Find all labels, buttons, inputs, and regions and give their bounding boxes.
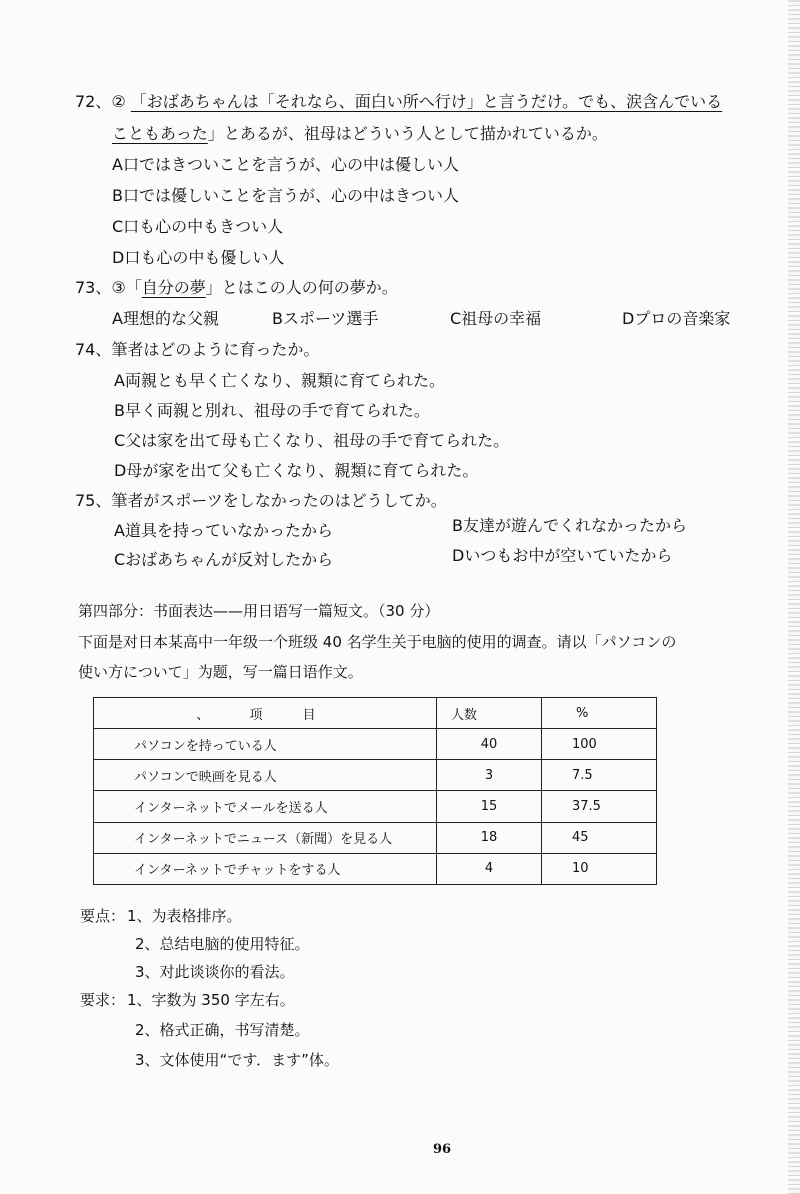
row-count: 3 (437, 760, 542, 791)
header-count: 人数 (437, 698, 542, 729)
q74-option-b: B早く両親と別れ、祖母の手で育てられた。 (114, 401, 430, 420)
q75-stem: 75、筆者がスポーツをしなかったのはどうしてか。 (75, 491, 447, 510)
q72-line2 (112, 124, 608, 144)
q73-rest: 」とはこの人の何の夢か。 (205, 278, 398, 297)
survey-table (93, 697, 657, 885)
q74-option-c: C父は家を出て母も亡くなり、祖母の手で育てられた。 (114, 431, 510, 450)
q73-prefix: 73、③「 (75, 278, 142, 297)
requirements-item-2: 2、格式正确，书写清楚。 (135, 1021, 310, 1039)
points-label: 要点： (80, 907, 126, 925)
row-item: インターネットでニュース（新聞）を見る人 (94, 822, 437, 853)
points-item-3: 3、对此谈谈你的看法。 (135, 963, 295, 981)
header-item: 、 项 目 (94, 698, 437, 729)
part4-description-line2: 使い方について」为题，写一篇日语作文。 (78, 663, 363, 681)
q72-option-d: D口も心の中も優しい人 (112, 248, 285, 267)
q73-option-b: Bスポーツ選手 (272, 309, 379, 328)
q73-option-c: C祖母の幸福 (450, 309, 542, 328)
table-row (94, 729, 657, 760)
requirements-item-1: 1、字数为 350 字左右。 (127, 991, 295, 1009)
row-percent: 10 (542, 853, 657, 884)
q75-option-b: B友達が遊んでくれなかったから (452, 516, 687, 535)
table-row (94, 791, 657, 822)
q72-option-c: C口も心の中もきつい人 (112, 217, 284, 236)
q72-line1 (75, 92, 722, 112)
points-item-2: 2、总结电脑的使用特征。 (135, 935, 310, 953)
part4-description-line1: 下面是对日本某高中一年级一个班级 40 名学生关于电脑的使用的调查。请以「パソコンの (78, 633, 677, 651)
q72-number: 72、② (75, 92, 131, 111)
q75-option-a: A道具を持っていなかったから (114, 521, 333, 540)
part4-title: 第四部分：书面表达——用日语写一篇短文。（30 分） (78, 602, 440, 620)
row-count: 15 (437, 791, 542, 822)
q73-option-a: A理想的な父親 (112, 309, 219, 328)
scan-edge-artifact (788, 0, 800, 1194)
q72-question-rest: 」とあるが、祖母はどういう人として描かれているか。 (207, 124, 608, 143)
table-header-row (94, 698, 657, 729)
row-count: 4 (437, 853, 542, 884)
q72-option-b: B口では優しいことを言うが、心の中はきつい人 (112, 186, 459, 205)
points-item-1: 1、为表格排序。 (127, 907, 242, 925)
q75-option-c: Cおばあちゃんが反対したから (114, 550, 334, 569)
table-row (94, 853, 657, 884)
row-count: 40 (437, 729, 542, 760)
requirements-item-3: 3、文体使用“です．ます”体。 (135, 1051, 339, 1069)
q72-quote-part2: こともあった (112, 124, 208, 143)
q73-stem (75, 278, 398, 298)
row-item: インターネットでメールを送る人 (94, 791, 437, 822)
row-percent: 100 (542, 729, 657, 760)
q72-option-a: A口ではきついことを言うが、心の中は優しい人 (112, 155, 459, 174)
row-item: パソコンを持っている人 (94, 729, 437, 760)
requirements-label: 要求： (80, 991, 126, 1009)
q75-option-d: Dいつもお中が空いていたから (452, 546, 673, 565)
page-number: 96 (433, 1142, 452, 1157)
table-row (94, 822, 657, 853)
q73-quote: 自分の夢 (141, 278, 206, 297)
row-item: インターネットでチャットをする人 (94, 853, 437, 884)
row-percent: 37.5 (542, 791, 657, 822)
row-count: 18 (437, 822, 542, 853)
row-percent: 45 (542, 822, 657, 853)
row-item: パソコンで映画を見る人 (94, 760, 437, 791)
q74-stem: 74、筆者はどのように育ったか。 (75, 340, 320, 359)
q72-quote-part1: 「おばあちゃんは「それなら、面白い所へ行け」と言うだけ。でも、涙含んでいる (130, 92, 723, 111)
q74-option-a: A両親とも早く亡くなり、親類に育てられた。 (114, 371, 445, 390)
q73-option-d: Dプロの音楽家 (622, 309, 731, 328)
header-percent: % (542, 698, 657, 729)
row-percent: 7.5 (542, 760, 657, 791)
q74-option-d: D母が家を出て父も亡くなり、親類に育てられた。 (114, 461, 479, 480)
table-row (94, 760, 657, 791)
